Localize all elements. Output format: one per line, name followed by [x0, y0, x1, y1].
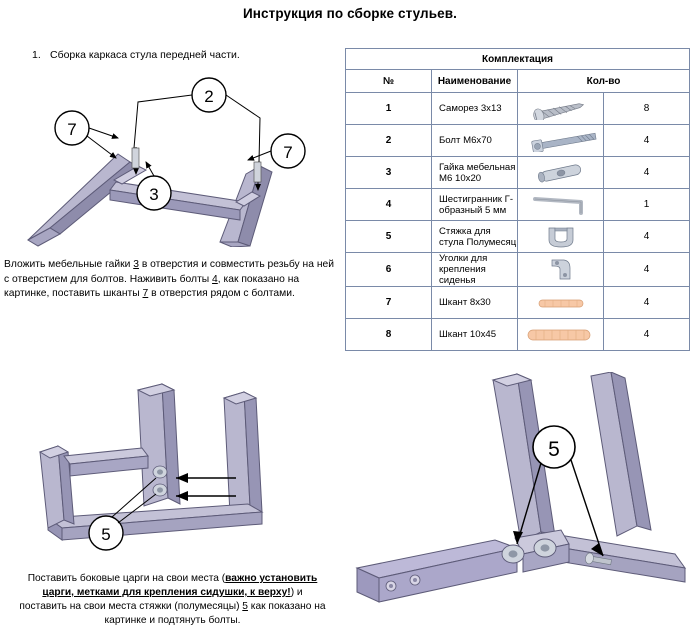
crescent-fitting-left [153, 466, 167, 478]
row-name: Гайка мебельная М6 10х20 [432, 157, 518, 189]
table-row [346, 253, 690, 287]
step-1-heading [32, 49, 240, 61]
side-rail-left-part [357, 540, 517, 602]
table-row [346, 125, 690, 157]
caption-line-3: картинке, поставить шканты 7 в отверстия рядом с болтами. [4, 288, 295, 300]
step-1-caption [4, 258, 334, 302]
table-header-num: № [346, 70, 432, 93]
table-header-qty: Кол-во [518, 70, 690, 93]
figure-front-frame-assembly [14, 62, 334, 247]
step-1-text: Сборка каркаса стула передней части. [50, 49, 240, 61]
parts-table [345, 48, 690, 351]
figure-frame-detail [345, 372, 697, 634]
row-qty: 1 [604, 189, 690, 221]
side-rails-diagram [8, 378, 338, 568]
corner-bracket-icon [518, 253, 604, 287]
row-num: 3 [346, 157, 432, 189]
table-row [346, 221, 690, 253]
row-qty: 8 [604, 93, 690, 125]
barrel-nut-icon [518, 157, 604, 189]
bottom-rail-part [48, 504, 262, 540]
row-name: Шкант 10х45 [432, 319, 518, 351]
row-qty: 4 [604, 287, 690, 319]
svg-text:5: 5 [548, 438, 560, 461]
row-qty: 4 [604, 253, 690, 287]
row-name: Стяжка для стула Полумесяц [432, 221, 518, 253]
callout-2 [134, 78, 260, 162]
row-num: 5 [346, 221, 432, 253]
screw-icon [518, 93, 604, 125]
side-rail-part [64, 448, 148, 476]
caption-line-1: Вложить мебельные гайки 3 в отверстия и совместить резьбу на [4, 259, 314, 270]
row-num: 4 [346, 189, 432, 221]
row-qty: 4 [604, 125, 690, 157]
bolt-icon [518, 125, 604, 157]
crescent-bracket-icon [518, 221, 604, 253]
dowel-large-icon [518, 319, 604, 351]
table-row [346, 189, 690, 221]
svg-text:7: 7 [67, 120, 77, 139]
svg-text:7: 7 [283, 143, 293, 162]
caption-line-2: ней с отверстием для болтов. Наживить болты 4, как показано на [4, 259, 334, 285]
row-name: Саморез 3х13 [432, 93, 518, 125]
svg-text:5: 5 [101, 525, 111, 544]
svg-text:2: 2 [204, 87, 214, 106]
row-qty: 4 [604, 157, 690, 189]
table-header-name: Наименование [432, 70, 518, 93]
crescent-fitting-far [534, 539, 556, 557]
row-num: 6 [346, 253, 432, 287]
front-frame-diagram [14, 62, 334, 247]
row-num: 8 [346, 319, 432, 351]
table-title: Комплектация [346, 49, 690, 70]
dowel-small-icon [518, 287, 604, 319]
callout-7-left [55, 111, 118, 158]
row-qty: 4 [604, 319, 690, 351]
row-name: Уголки для крепления сиденья [432, 253, 518, 287]
parts-table-container [345, 48, 690, 351]
row-qty: 4 [604, 221, 690, 253]
frame-detail-diagram [345, 372, 697, 634]
step-2-caption: Поставить боковые царги на свои места (важно установить царги, метками для крепления сидушки, к верху!) и поставить на свои места стяжки (полумесяцы) 5 как показано на картинке и подтянуть болты. [19, 573, 326, 627]
table-row [346, 93, 690, 125]
row-name: Шестигранник Г-образный 5 мм [432, 189, 518, 221]
front-rail-part [110, 182, 246, 220]
row-num: 7 [346, 287, 432, 319]
row-num: 2 [346, 125, 432, 157]
row-name: Шкант 8х30 [432, 287, 518, 319]
table-row [346, 319, 690, 351]
row-num: 1 [346, 93, 432, 125]
svg-text:3: 3 [149, 185, 159, 204]
front-upright-part [591, 372, 651, 536]
figure-side-rails-assembly [8, 378, 338, 568]
page-title: Инструкция по сборке стульев. [243, 6, 457, 21]
row-name: Болт М6х70 [432, 125, 518, 157]
table-row [346, 157, 690, 189]
hex-key-icon [518, 189, 604, 221]
crescent-fitting-near [502, 545, 524, 563]
table-row [346, 287, 690, 319]
step-1-number: 1. [32, 49, 41, 61]
